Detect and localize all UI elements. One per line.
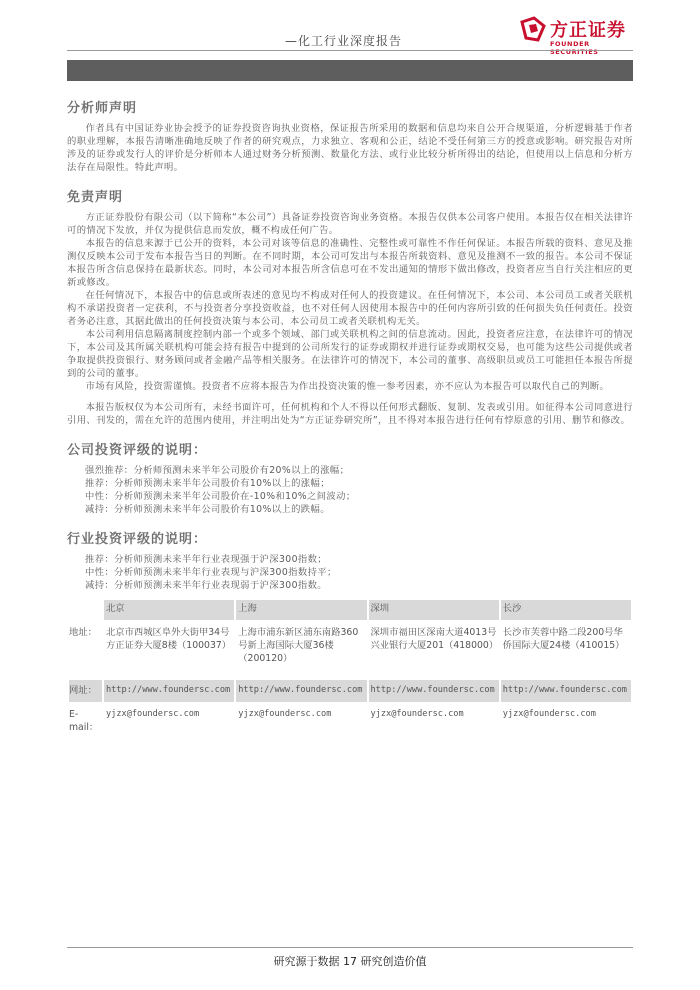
disclaimer-paragraph: 本报告的信息来源于已公开的资料，本公司对该等信息的准确性、完整性或可靠性不作任何保证。本报告所载的资料、意见及推测仅反映本公司于发布本报告当日的判断。在不同时期，本公司可发出与本报告所载资料、意见及推测不一致的报告。本公司不保证本报告所含信息保持在最新状态。同时，本公司对本报告所含信息可在不发出通知的情形下做出修改，投资者应当自行关注相应的更新或修改。	[67, 238, 633, 288]
office-email-link[interactable]: yjzx@foundersc.com	[106, 709, 200, 719]
header-banner-bar	[67, 60, 633, 81]
office-city: 上海	[236, 600, 366, 620]
office-email-row	[69, 704, 631, 736]
founder-logo	[520, 14, 640, 54]
office-email-link[interactable]: yjzx@foundersc.com	[370, 709, 464, 719]
email-label: E-mail：	[69, 709, 99, 733]
disclaimer-paragraph: 本报告版权仅为本公司所有，未经书面许可，任何机构和个人不得以任何形式翻版、复制、发表或引用。如征得本公司同意进行引用、刊发的，需在允许的范围内使用，并注明出处为“方正证券研究所”，且不得对本报告进行任何有悖原意的引用、删节和修改。	[67, 402, 633, 426]
disclaimer-paragraph: 在任何情况下，本报告中的信息或所表述的意见均不构成对任何人的投资建议。在任何情况下，本公司、本公司员工或者关联机构不承诺投资者一定获利，不与投资者分享投资收益，也不对任何人因使用本报告中的任何内容所引致的任何损失负任何责任。投资者务必注意，其据此做出的任何投资决策与本公司、本公司员工或者关联机构无关。	[67, 290, 633, 327]
company-rating-item: 中性：分析师预测未来半年公司股价在-10%和10%之间波动；	[85, 491, 356, 502]
report-header-title: —化工行业深度报告	[285, 34, 403, 48]
office-address: 上海市浦东新区浦东南路360号新上海国际大厦36楼（200120）	[238, 627, 359, 664]
founder-logo-icon	[520, 16, 546, 42]
address-label: 地址：	[69, 627, 97, 638]
office-city: 北京	[104, 600, 234, 620]
company-rating-item: 减持：分析师预测未来半年公司股价有10%以上的跌幅。	[85, 504, 330, 515]
disclaimer-paragraph: 市场有风险，投资需谨慎。投资者不应将本报告为作出投资决策的惟一参考因素，亦不应认为本报告可以取代自己的判断。	[85, 381, 610, 392]
office-contact-table	[67, 600, 633, 736]
company-rating-title: 公司投资评级的说明：	[67, 443, 208, 458]
disclaimer-paragraph: 本公司利用信息隔离制度控制内部一个或多个领域、部门或关联机构之间的信息流动。因此，投资者应注意，在法律许可的情况下，本公司及其所属关联机构可能会持有报告中提到的公司所发行的证券或期权并进行证券或期权交易，也可能为这些公司提供或者争取提供投资银行、财务顾问或者金融产品等相关服务。在法律许可的情况下，本公司的董事、高级职员或员工可能担任本报告所提到的公司的董事。	[67, 329, 633, 379]
office-address-row	[69, 620, 631, 680]
company-rating-item: 强烈推荐：分析师预测未来半年公司股价有20%以上的涨幅；	[85, 465, 350, 476]
disclaimer-paragraph: 方正证券股份有限公司（以下简称“本公司”）具备证券投资咨询业务资格。本报告仅供本公司客户使用。本报告仅在相关法律许可的情况下发放，并仅为提供信息而发放，概不构成任何广告。	[67, 212, 633, 236]
office-web-row	[69, 680, 631, 702]
office-address: 北京市西城区阜外大街甲34号方正证券大厦8楼（100037）	[106, 627, 232, 651]
web-label: 网址：	[69, 680, 102, 702]
office-address: 长沙市芙蓉中路二段200号华侨国际大厦24楼（410015）	[502, 627, 625, 651]
analyst-statement-title: 分析师声明	[67, 101, 138, 116]
office-city: 长沙	[501, 600, 631, 620]
industry-rating-title: 行业投资评级的说明：	[67, 532, 208, 547]
office-web-link[interactable]: http://www.foundersc.com	[236, 680, 366, 702]
footer-divider	[67, 947, 633, 948]
office-city-row	[69, 600, 631, 620]
industry-rating-item: 推荐：分析师预测未来半年行业表现强于沪深300指数；	[85, 554, 327, 565]
page-content	[67, 97, 633, 592]
industry-rating-item: 中性：分析师预测未来半年行业表现与沪深300指数持平；	[85, 567, 337, 578]
analyst-statement-text: 作者具有中国证券业协会授予的证券投资咨询执业资格，保证报告所采用的数据和信息均来自公开合规渠道，分析逻辑基于作者的职业理解，本报告清晰准确地反映了作者的研究观点，力求独立、客观和公正，结论不受任何第三方的授意或影响。研究报告对所涉及的证券或发行人的评价是分析师本人通过财务分析预测、数量化方法、或行业比较分析所得出的结论，但使用以上信息和分析方法存在局限性。特此声明。	[67, 123, 633, 173]
office-web-link[interactable]: http://www.foundersc.com	[501, 680, 631, 702]
brand-name-cn: 方正证券	[550, 20, 626, 41]
brand-name-en: FOUNDER SECURITIES	[550, 40, 599, 56]
office-email-link[interactable]: yjzx@foundersc.com	[502, 709, 596, 719]
industry-rating-item: 减持：分析师预测未来半年行业表现弱于沪深300指数。	[85, 580, 327, 591]
office-web-link[interactable]: http://www.foundersc.com	[369, 680, 499, 702]
disclaimer-title: 免责声明	[67, 190, 124, 205]
office-address: 深圳市福田区深南大道4013号兴业银行大厦201（418000）	[370, 627, 499, 651]
page-footer: 研究源于数据 17 研究创造价值	[273, 955, 427, 968]
office-web-link[interactable]: http://www.foundersc.com	[104, 680, 234, 702]
company-rating-item: 推荐：分析师预测未来半年公司股价有10%以上的涨幅；	[85, 478, 330, 489]
office-email-link[interactable]: yjzx@foundersc.com	[238, 709, 332, 719]
header-divider	[67, 50, 633, 51]
office-city: 深圳	[369, 600, 499, 620]
